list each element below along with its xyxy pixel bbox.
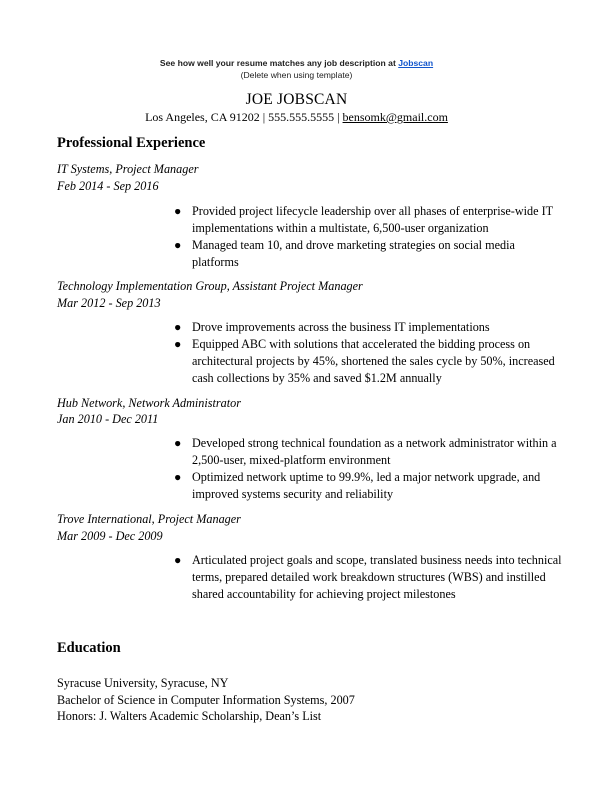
job-bullets: [168, 319, 563, 387]
education-honors: Honors: J. Walters Academic Scholarship, Dean’s List: [57, 709, 322, 723]
bullet-text: Equipped ABC with solutions that accelerated the bidding process on architectural projects by 45%, shortened the sales cycle by 50%, increased cash collections by 35% and saved $1.2M annually: [192, 337, 555, 385]
template-note-sub: (Delete when using template): [240, 70, 353, 80]
bullet-text: Optimized network uptime to 99.9%, led a major network upgrade, and improved systems security and reliability: [192, 470, 541, 501]
job-title: Trove International, Project Manager: [57, 512, 241, 526]
job-title: Hub Network, Network Administrator: [57, 396, 241, 410]
job-title: Technology Implementation Group, Assistant Project Manager: [57, 279, 363, 293]
job-dates: Mar 2012 - Sep 2013: [57, 296, 161, 310]
bullet-text: Managed team 10, and drove marketing strategies on social media platforms: [192, 238, 515, 269]
email-link[interactable]: bensomk@gmail.com: [342, 110, 448, 124]
template-note-text: See how well your resume matches any job description at: [159, 58, 399, 68]
bullet-dot-icon: ●: [174, 470, 182, 484]
bullet-dot-icon: ●: [174, 337, 182, 351]
bullet-item: [168, 237, 563, 271]
bullet-item: [168, 336, 563, 387]
jobscan-link[interactable]: Jobscan: [398, 58, 434, 68]
bullet-text: Provided project lifecycle leadership over all phases of enterprise-wide IT implementations within a multistate, 6,500-user organization: [192, 204, 553, 235]
bullet-item: [168, 552, 563, 603]
bullet-dot-icon: ●: [174, 320, 182, 334]
contact-info: Los Angeles, CA 91202 | 555.555.5555 |: [145, 110, 343, 124]
job-title: IT Systems, Project Manager: [57, 162, 199, 176]
bullet-dot-icon: ●: [174, 204, 182, 218]
bullet-item: [168, 435, 563, 469]
education-degree: Bachelor of Science in Computer Information Systems, 2007: [57, 693, 355, 707]
bullet-item: [168, 319, 563, 336]
job-bullets: [168, 552, 563, 603]
template-note-line: [0, 57, 593, 69]
bullet-text: Drove improvements across the business IT implementations: [192, 320, 490, 334]
education-school: Syracuse University, Syracuse, NY: [57, 676, 229, 690]
bullet-item: [168, 469, 563, 503]
job-dates: Mar 2009 - Dec 2009: [57, 529, 163, 543]
bullet-text: Developed strong technical foundation as a network administrator within a 2,500-user, mixed-platform environment: [192, 436, 557, 467]
job-dates: Jan 2010 - Dec 2011: [57, 412, 159, 426]
bullet-dot-icon: ●: [174, 238, 182, 252]
job-bullets: [168, 435, 563, 503]
bullet-text: Articulated project goals and scope, translated business needs into technical terms, prepared detailed work breakdown structures (WBS) and instilled shared accountability for achieving project milestones: [192, 553, 562, 601]
template-note: [0, 57, 593, 81]
experience-heading: Professional Experience: [57, 135, 206, 151]
candidate-name: JOE JOBSCAN: [245, 91, 348, 108]
bullet-dot-icon: ●: [174, 553, 182, 567]
bullet-dot-icon: ●: [174, 436, 182, 450]
contact-line: [0, 110, 593, 125]
job-bullets: [168, 203, 563, 271]
job-dates: Feb 2014 - Sep 2016: [57, 179, 159, 193]
education-heading: Education: [57, 640, 121, 656]
bullet-item: [168, 203, 563, 237]
